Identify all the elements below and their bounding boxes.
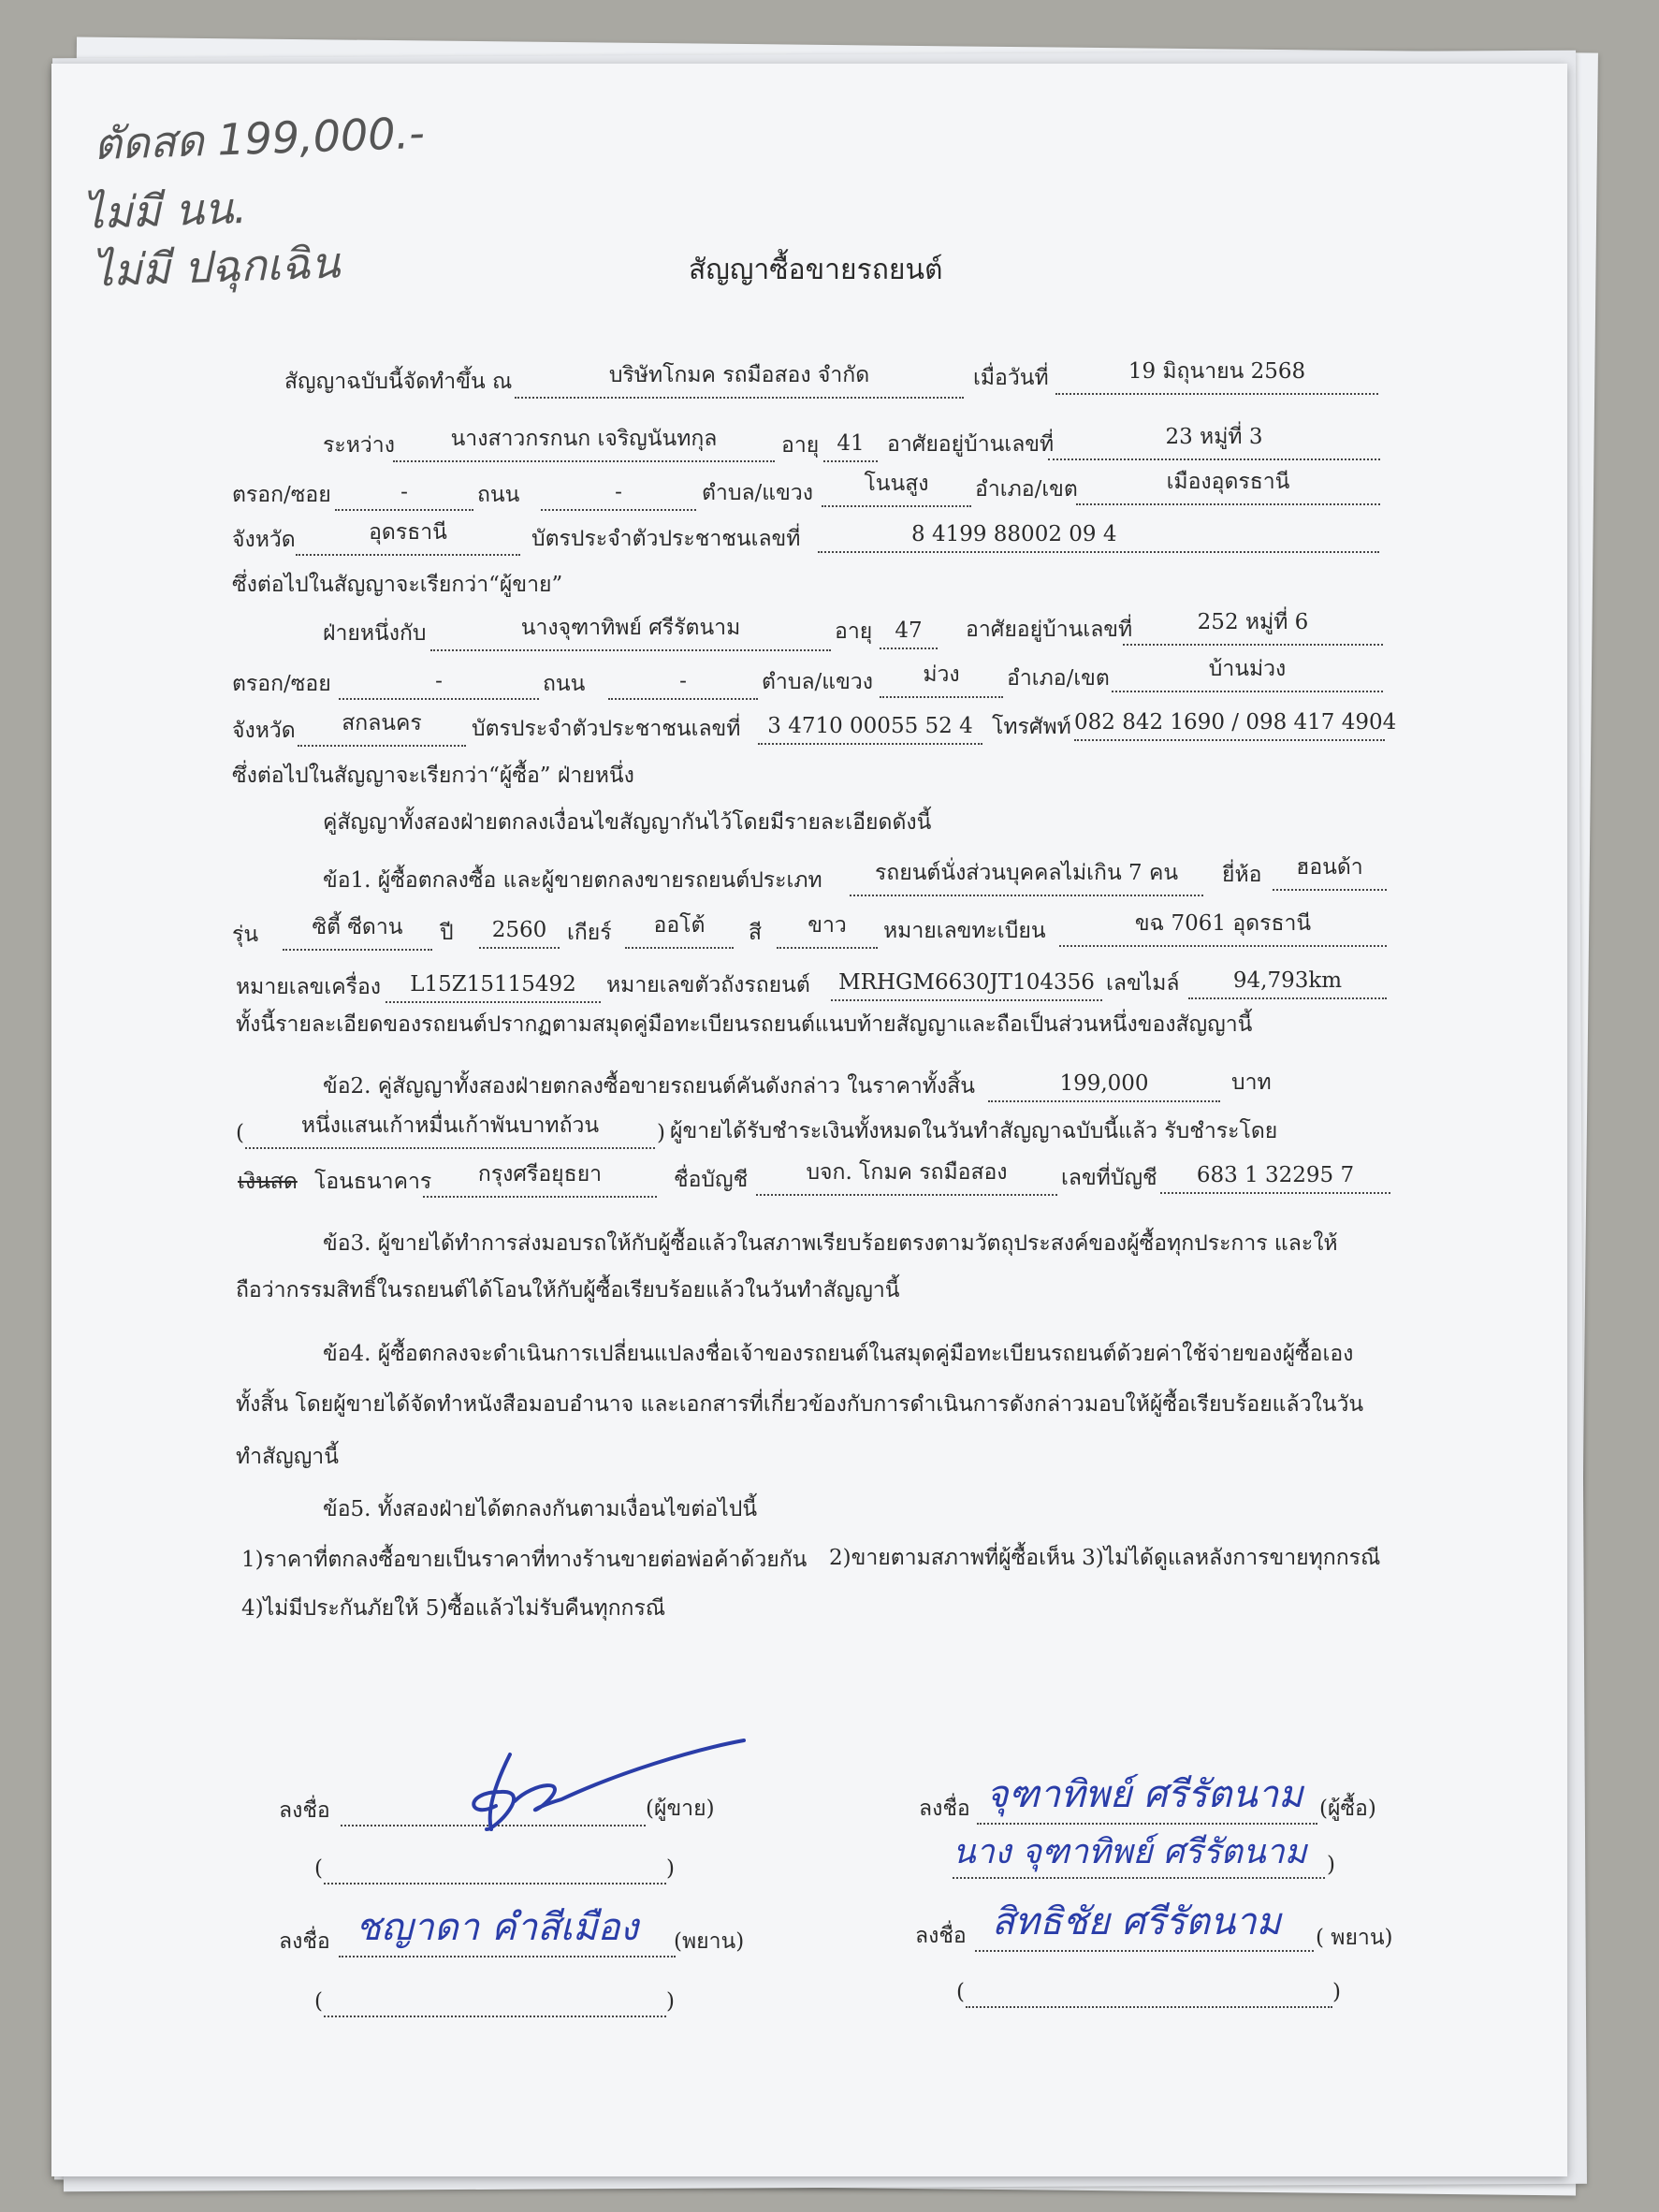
witness2-role: ( พยาน) xyxy=(1316,1926,1393,1950)
buyer-with-label: ฝ่ายหนึ่งกับ xyxy=(323,621,427,646)
buyer-phone-label: โทรศัพท์ xyxy=(992,715,1071,739)
account-no-label: เลขที่บัญชี xyxy=(1061,1166,1157,1190)
field-brand: ฮอนด้า xyxy=(1273,861,1387,891)
clause2-text: ข้อ2. คู่สัญญาทั้งสองฝ่ายตกลงซื้อขายรถยนต์คันดังกล่าว ในราคาทั้งสิ้น xyxy=(323,1074,975,1099)
field-car-type: รถยนต์นั่งส่วนบุคคลไม่เกิน 7 คน xyxy=(850,866,1203,896)
seller-id-label: บัตรประจำตัวประชาชนเลขที่ xyxy=(531,527,801,551)
witness2-sign-label: ลงชื่อ xyxy=(915,1924,967,1948)
paren-close: ) xyxy=(657,1121,665,1145)
field-place: บริษัทโกมค รถมือสอง จำกัด xyxy=(515,369,964,399)
plate-label: หมายเลขทะเบียน xyxy=(883,919,1046,943)
between-label: ระหว่าง xyxy=(323,433,395,458)
mileage-label: เลขไมล์ xyxy=(1106,971,1180,996)
witness2-signature: สิทธิชัย ศรีรัตนาม xyxy=(992,1900,1282,1943)
witness1-print-line xyxy=(324,1987,666,2017)
agreement-intro: คู่สัญญาทั้งสองฝ่ายตกลงเงื่อนไขสัญญากันไว้โดยมีรายละเอียดดังนี้ xyxy=(323,810,932,835)
witness1-print-open: ( xyxy=(314,1989,323,2014)
seller-subdistrict-label: ตำบล/แขวง xyxy=(702,481,813,505)
baht-label: บาท xyxy=(1231,1070,1272,1095)
seller-addr-label: อาศัยอยู่บ้านเลขที่ xyxy=(887,432,1055,457)
clause3-line1: ข้อ3. ผู้ขายได้ทำการส่งมอบรถให้กับผู้ซื้อแล้วในสภาพเรียบร้อยตรงตามวัตถุประสงค์ของผู้ซื้อทุกประการ และให้ xyxy=(323,1231,1338,1256)
clause4-line2: ทั้งสิ้น โดยผู้ขายได้จัดทำหนังสือมอบอำนาจ และเอกสารที่เกี่ยวข้องกับการดำเนินการดังกล่าวมอบให้ผู้ซื้อเรียบร้อยแล้วในวัน xyxy=(236,1392,1364,1417)
field-price-words: หนึ่งแสนเก้าหมื่นเก้าพันบาทถ้วน xyxy=(245,1119,655,1149)
seller-role: (ผู้ขาย) xyxy=(646,1797,715,1821)
field-buyer-road: - xyxy=(608,670,758,700)
paren-open: ( xyxy=(236,1121,244,1145)
witness2-print-close: ) xyxy=(1332,1980,1341,2004)
field-seller-alley: - xyxy=(335,481,473,511)
witness1-role: (พยาน) xyxy=(674,1929,745,1954)
witness2-print-open: ( xyxy=(956,1980,965,2004)
paid-text: ผู้ขายได้รับชำระเงินทั้งหมดในวันทำสัญญาฉบับนี้แล้ว รับชำระโดย xyxy=(670,1119,1278,1143)
seller-print-close: ) xyxy=(666,1856,675,1881)
clause1-end: ทั้งนี้รายละเอียดของรถยนต์ปรากฏตามสมุดคู่มือทะเบียนรถยนต์แนบท้ายสัญญาและถือเป็นส่วนหนึ่งของสัญญานี้ xyxy=(236,1012,1253,1037)
buyer-id-label: บัตรประจำตัวประชาชนเลขที่ xyxy=(472,717,741,741)
buyer-subdistrict-label: ตำบล/แขวง xyxy=(762,670,873,694)
transfer-option: โอนธนาคาร xyxy=(314,1170,432,1194)
field-buyer-name: นางจุฑาทิพย์ ศรีรัตนาม xyxy=(430,621,831,651)
clause5-line3: 4)ไม่มีประกันภัยให้ 5)ซื้อแล้วไม่รับคืนทุกกรณี xyxy=(241,1596,666,1621)
field-buyer-province: สกลนคร xyxy=(298,717,466,747)
buyer-age-label: อายุ xyxy=(835,619,873,644)
buyer-province-label: จังหวัด xyxy=(232,719,296,743)
seller-road-label: ถนน xyxy=(477,483,520,507)
field-account-no: 683 1 32295 7 xyxy=(1160,1164,1390,1194)
field-chassis: MRHGM6630JT104356 xyxy=(831,971,1102,1001)
field-date: 19 มิถุนายน 2568 xyxy=(1055,365,1378,395)
witness1-signature: ชญาดา คำสีเมือง xyxy=(356,1906,639,1949)
field-plate: ขฉ 7061 อุดรธานี xyxy=(1059,917,1387,947)
document-title: สัญญาซื้อขายรถยนต์ xyxy=(689,254,943,286)
witness1-sign-label: ลงชื่อ xyxy=(279,1929,330,1954)
seller-age-label: อายุ xyxy=(781,433,820,458)
field-seller-district: เมืองอุดรธานี xyxy=(1076,475,1380,505)
field-buyer-district: บ้านม่วง xyxy=(1112,662,1383,692)
field-bank: กรุงศรีอยุธยา xyxy=(423,1168,657,1198)
buyer-role: (ผู้ซื้อ) xyxy=(1319,1797,1376,1821)
field-gear: ออโต้ xyxy=(625,919,734,949)
witness2-print-line xyxy=(966,1978,1332,2008)
seller-print-open: ( xyxy=(314,1856,323,1881)
clause1-text: ข้อ1. ผู้ซื้อตกลงซื้อ และผู้ขายตกลงขายรถยนต์ประเภท xyxy=(323,868,822,893)
field-price: 199,000 xyxy=(988,1072,1220,1102)
field-buyer-id: 3 4710 00055 52 4 xyxy=(758,715,982,745)
clause3-line2: ถือว่ากรรมสิทธิ์ในรถยนต์ได้โอนให้กับผู้ซื้อเรียบร้อยแล้วในวันทำสัญญานี้ xyxy=(236,1278,900,1302)
field-model: ซิตี้ ซีดาน xyxy=(283,921,432,951)
chassis-label: หมายเลขตัวถังรถยนต์ xyxy=(606,973,810,997)
buyer-called: ซึ่งต่อไปในสัญญาจะเรียกว่า“ผู้ซื้อ” ฝ่ายหนึ่ง xyxy=(232,764,634,788)
field-seller-name: นางสาวกรกนก เจริญนันทกุล xyxy=(393,432,775,462)
seller-sign-label: ลงชื่อ xyxy=(279,1798,330,1823)
cash-option: เงินสด xyxy=(238,1170,298,1194)
witness1-print-close: ) xyxy=(666,1989,675,2014)
field-engine: L15Z15115492 xyxy=(386,973,601,1003)
seller-alley-label: ตรอก/ซอย xyxy=(232,483,331,507)
seller-signature xyxy=(430,1736,758,1839)
clause4-line3: ทำสัญญานี้ xyxy=(236,1445,339,1469)
clause5-line1: ข้อ5. ทั้งสองฝ่ายได้ตกลงกันตามเงื่อนไขต่อไปนี้ xyxy=(323,1497,758,1521)
field-seller-id: 8 4199 88002 09 4 xyxy=(818,523,1379,553)
date-label: เมื่อวันที่ xyxy=(973,366,1049,390)
handwritten-note-emergency: ไม่มี ปฉุกเฉิน xyxy=(91,237,342,297)
field-buyer-phone: 082 842 1690 / 098 417 4904 xyxy=(1074,711,1385,741)
clause5-condition-a: 1)ราคาที่ตกลงซื้อขายเป็นราคาที่ทางร้านขายต่อพ่อค้าด้วยกัน xyxy=(241,1548,808,1572)
brand-label: ยี่ห้อ xyxy=(1222,863,1262,887)
field-buyer-alley: - xyxy=(339,670,539,700)
seller-district-label: อำเภอ/เขต xyxy=(975,477,1078,502)
buyer-sign-label: ลงชื่อ xyxy=(919,1797,970,1821)
buyer-signature: จุฑาทิพย์ ศรีรัตนาม xyxy=(986,1773,1303,1816)
buyer-road-label: ถนน xyxy=(543,672,586,696)
seller-called: ซึ่งต่อไปในสัญญาจะเรียกว่า“ผู้ขาย” xyxy=(232,573,563,597)
model-label: รุ่น xyxy=(232,923,259,947)
buyer-print-close: ) xyxy=(1327,1853,1335,1877)
field-buyer-subdistrict: ม่วง xyxy=(880,668,1003,698)
account-name-label: ชื่อบัญชี xyxy=(674,1168,749,1192)
field-buyer-age: 47 xyxy=(880,619,938,649)
buyer-addr-label: อาศัยอยู่บ้านเลขที่ xyxy=(966,618,1133,642)
clause5-condition-b: 2)ขายตามสภาพที่ผู้ซื้อเห็น 3)ไม่ได้ดูแลหลังการขายทุกกรณี xyxy=(829,1546,1381,1570)
field-seller-addr: 23 หมู่ที่ 3 xyxy=(1048,430,1380,460)
clause4-line1: ข้อ4. ผู้ซื้อตกลงจะดำเนินการเปลี่ยนแปลงชื่อเจ้าของรถยนต์ในสมุดคู่มือทะเบียนรถยนต์ด้วยค่าใช้จ่ายของผู้ซื้อเอง xyxy=(323,1342,1354,1366)
field-seller-age: 41 xyxy=(823,432,878,462)
handwritten-note-price: ตัดสด 199,000.- xyxy=(93,107,426,170)
color-label: สี xyxy=(749,921,763,945)
field-year: 2560 xyxy=(479,919,560,949)
intro-label: สัญญาฉบับนี้จัดทำขึ้น ณ xyxy=(284,370,513,394)
buyer-printed-name: นาง จุฑาทิพย์ ศรีรัตนาม xyxy=(953,1833,1307,1871)
handwritten-note-weight: ไม่มี นน. xyxy=(81,182,248,240)
buyer-district-label: อำเภอ/เขต xyxy=(1007,666,1110,691)
field-account-name: บจก. โกมค รถมือสอง xyxy=(756,1166,1057,1196)
seller-print-line xyxy=(324,1855,666,1885)
field-mileage: 94,793km xyxy=(1188,969,1387,999)
field-color: ขาว xyxy=(777,919,878,949)
field-buyer-addr: 252 หมู่ที่ 6 xyxy=(1123,616,1383,646)
field-seller-subdistrict: โนนสูง xyxy=(822,477,971,507)
buyer-alley-label: ตรอก/ซอย xyxy=(232,672,331,696)
seller-province-label: จังหวัด xyxy=(232,528,296,552)
field-seller-province: อุดรธานี xyxy=(296,526,520,556)
field-seller-road: - xyxy=(541,481,696,511)
gear-label: เกียร์ xyxy=(567,921,612,945)
engine-label: หมายเลขเครื่อง xyxy=(236,975,382,999)
year-label: ปี xyxy=(440,921,454,945)
